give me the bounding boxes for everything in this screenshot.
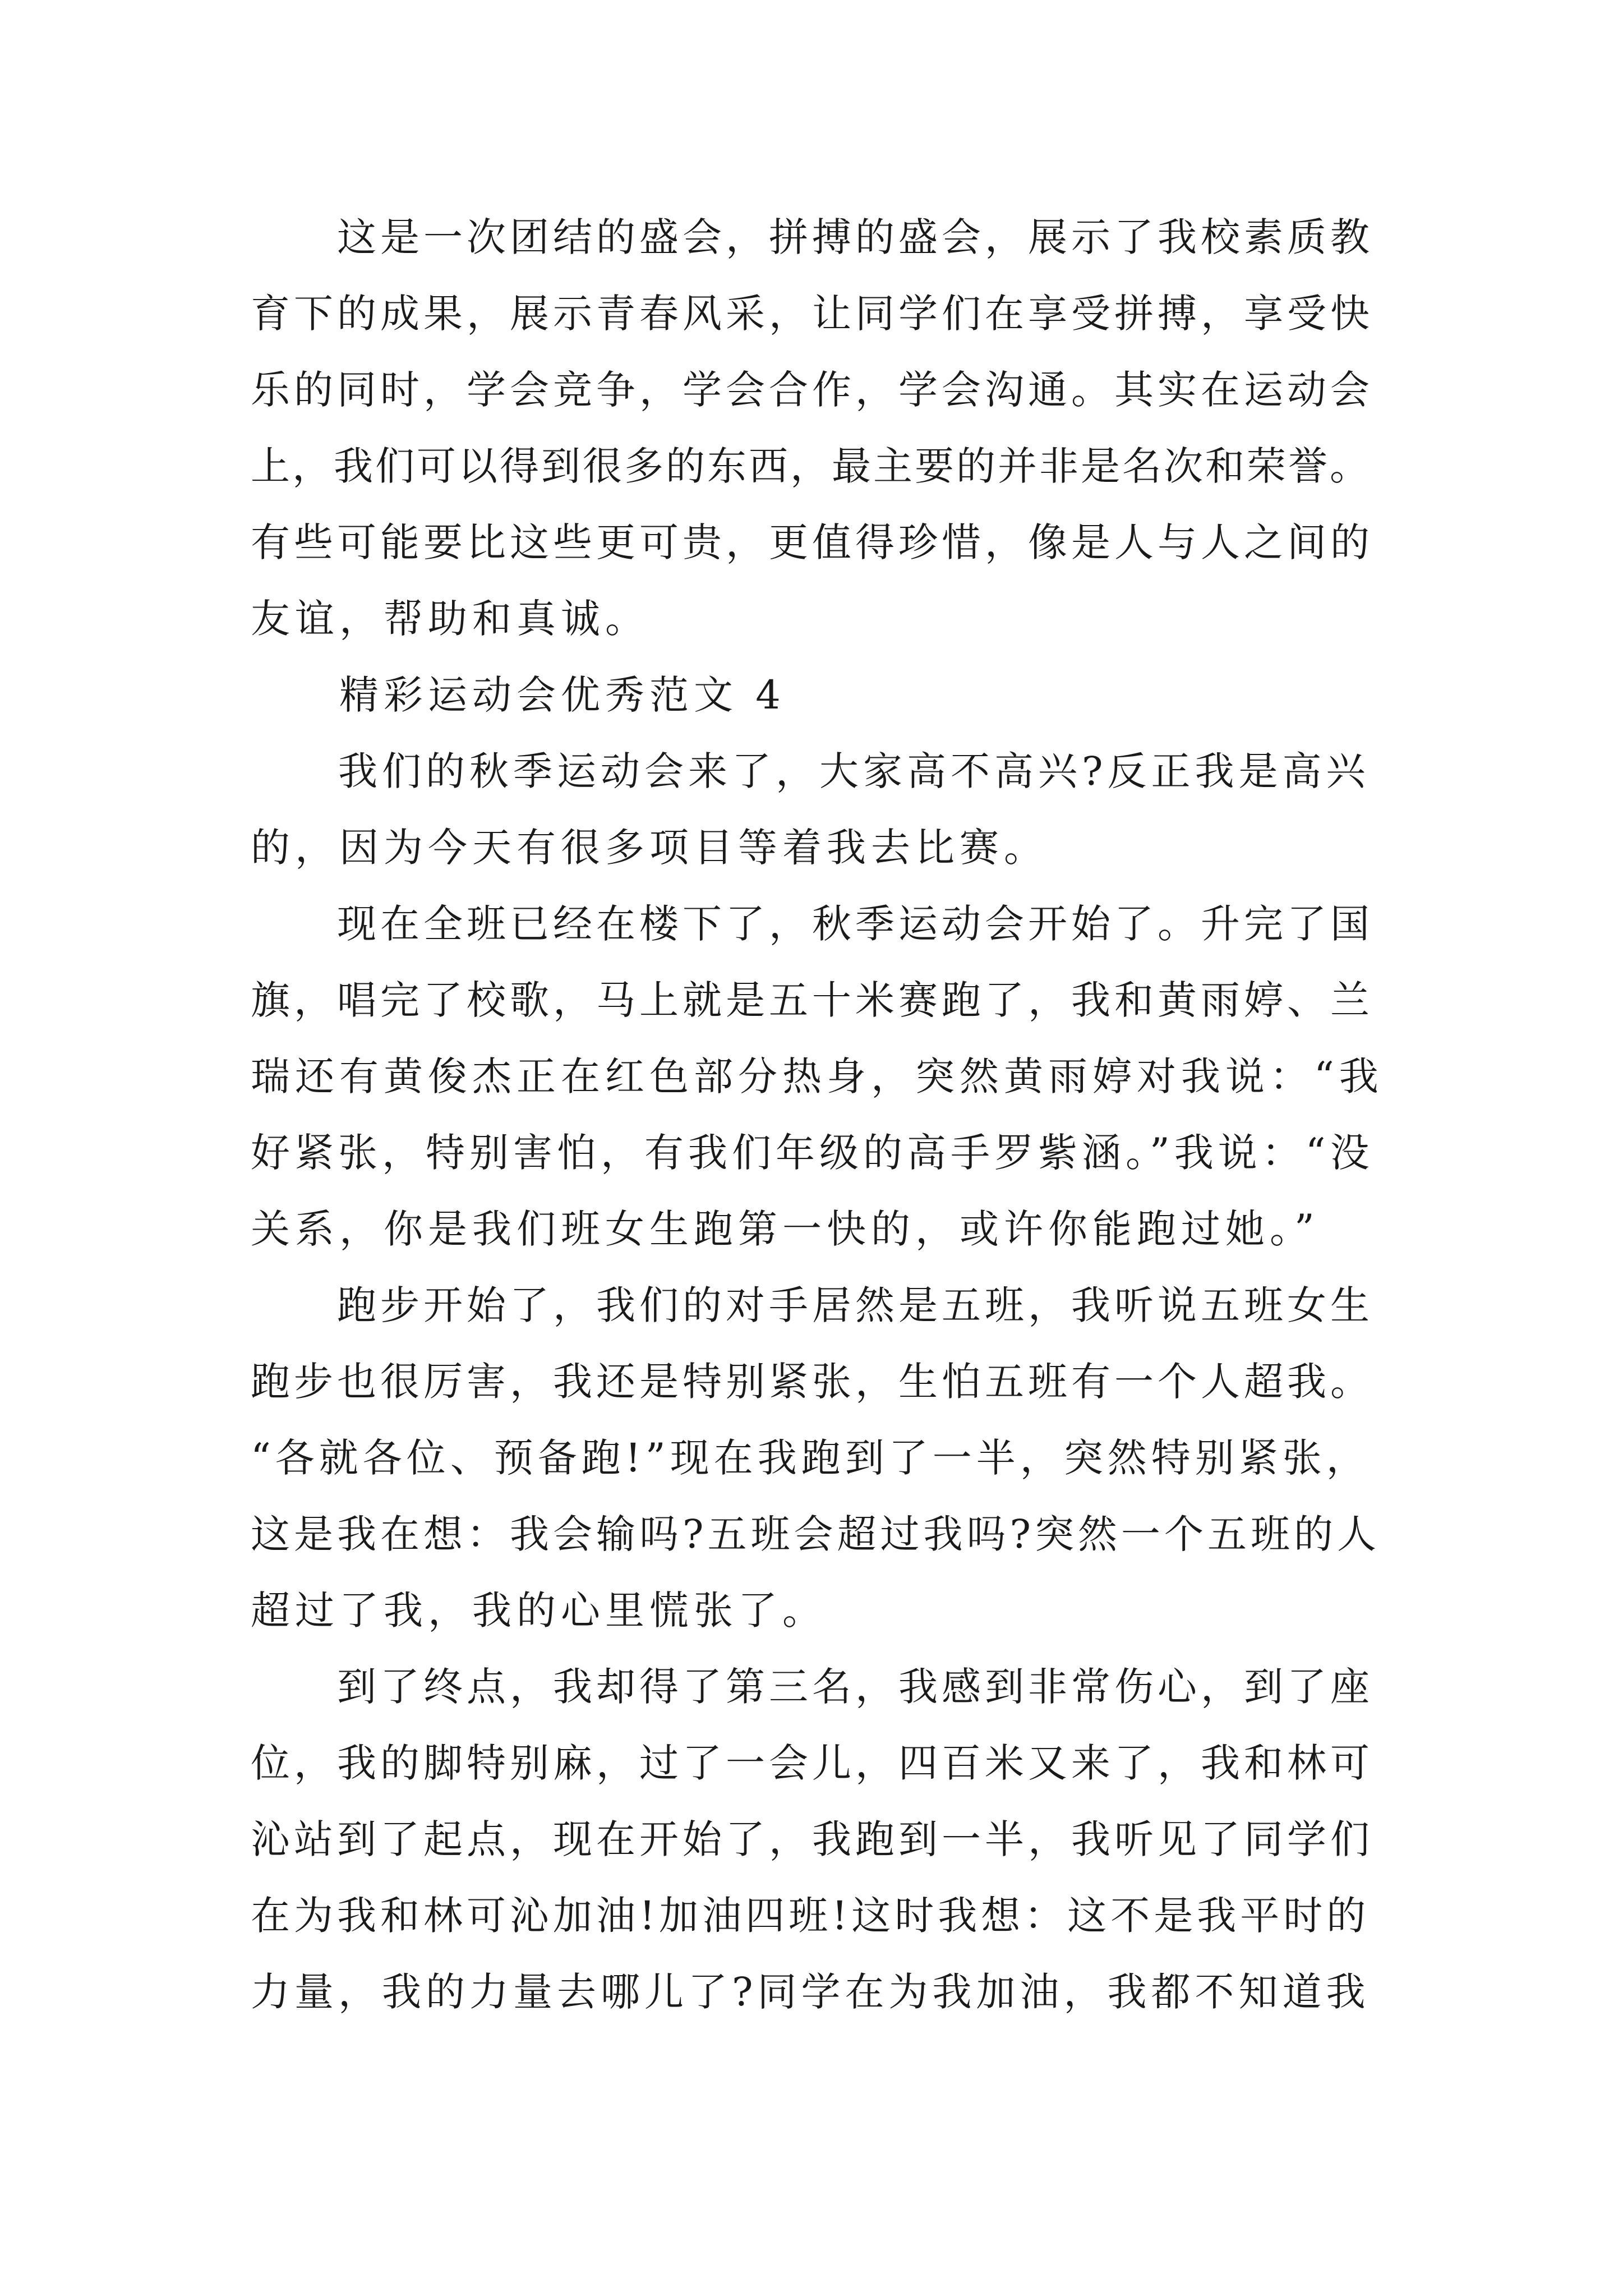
text-line: 我们的秋季运动会来了，大家高不高兴?反正我是高兴 [251, 748, 1370, 794]
text-line: 位，我的脚特别麻，过了一会儿，四百米又来了，我和林可 [251, 1740, 1373, 1786]
text-line: 超过了我，我的心里慌张了。 [251, 1588, 827, 1634]
text-line: 力量，我的力量去哪儿了?同学在为我加油，我都不知道我 [251, 1969, 1370, 2015]
text-line: 好紧张，特别害怕，有我们年级的高手罗紫涵。”我说：“没 [251, 1130, 1374, 1176]
text-line: 上，我们可以得到很多的东西，最主要的并非是名次和荣誉。 [251, 443, 1371, 489]
text-line: 跑步开始了，我们的对手居然是五班，我听说五班女生 [251, 1282, 1373, 1328]
text-line: 育下的成果，展示青春风采，让同学们在享受拼搏，享受快 [251, 291, 1373, 337]
text-line: 友谊，帮助和真诚。 [251, 596, 649, 642]
text-line: 这是我在想：我会输吗?五班会超过我吗?突然一个五班的人 [251, 1511, 1381, 1557]
text-line: 到了终点，我却得了第三名，我感到非常伤心，到了座 [251, 1664, 1373, 1710]
text-line: 瑞还有黄俊杰正在红色部分热身，突然黄雨婷对我说：“我 [251, 1053, 1384, 1099]
text-line: 在为我和林可沁加油!加油四班!这时我想：这不是我平时的 [251, 1893, 1370, 1939]
text-line: 有些可能要比这些更可贵，更值得珍惜，像是人与人之间的 [251, 519, 1373, 565]
section-heading: 精彩运动会优秀范文 4 [251, 672, 786, 718]
text-line: 这是一次团结的盛会，拼搏的盛会，展示了我校素质教 [251, 214, 1373, 260]
text-line: “各就各位、预备跑!”现在我跑到了一半，突然特别紧张， [251, 1435, 1370, 1481]
text-line: 旗，唱完了校歌，马上就是五十米赛跑了，我和黄雨婷、兰 [251, 977, 1373, 1023]
text-line: 现在全班已经在楼下了，秋季运动会开始了。升完了国 [251, 901, 1373, 947]
text-line: 跑步也很厉害，我还是特别紧张，生怕五班有一个人超我。 [251, 1359, 1373, 1405]
text-line: 关系，你是我们班女生跑第一快的，或许你能跑过她。” [251, 1206, 1320, 1252]
text-line: 的，因为今天有很多项目等着我去比赛。 [251, 825, 1048, 871]
text-line: 乐的同时，学会竞争，学会合作，学会沟通。其实在运动会 [251, 367, 1373, 413]
text-line: 沁站到了起点，现在开始了，我跑到一半，我听见了同学们 [251, 1816, 1373, 1862]
